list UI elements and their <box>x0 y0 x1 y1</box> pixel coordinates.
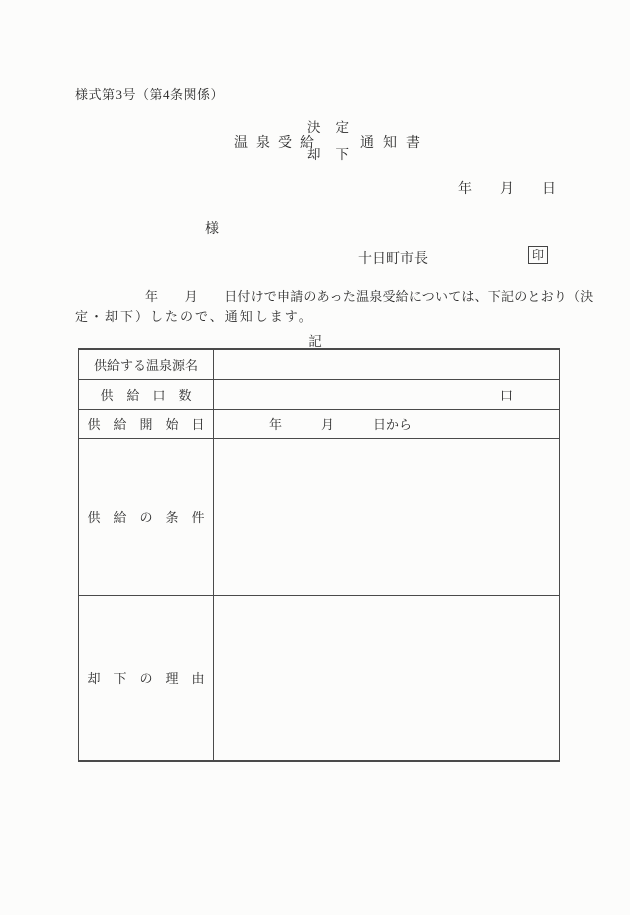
table-row-start-date <box>79 409 560 438</box>
document-title-prefix: 温泉受給 <box>234 136 322 151</box>
row-label-rejection-reason: 却 下 の 理 由 <box>79 595 214 761</box>
issuer-name: 十日町市長 <box>358 252 428 267</box>
table-row-rejection-reason <box>79 595 560 761</box>
form-number: 様式第3号（第4条関係） <box>75 87 225 102</box>
row-label-supply-count: 供 給 口 数 <box>79 379 214 409</box>
row-value-source-name <box>214 349 560 379</box>
body-line-1: 年 月 日付けで申請のあった温泉受給については、下記のとおり（決 <box>145 289 594 304</box>
supply-count-unit: 口 <box>499 387 513 403</box>
addressee-suffix: 様 <box>205 222 219 237</box>
row-label-supply-conditions: 供 給 の 条 件 <box>79 438 214 595</box>
issue-date-line: 年 月 日 <box>458 182 556 197</box>
table-row-supply-conditions <box>79 438 560 595</box>
document-title-options <box>307 114 364 168</box>
form-table <box>78 348 560 762</box>
row-label-start-date: 供 給 開 始 日 <box>79 409 214 438</box>
table-row-source-name <box>79 349 560 379</box>
start-date-value: 年 月 日から <box>269 417 413 432</box>
title-option-reject: 却下 <box>307 147 364 162</box>
row-value-start-date <box>214 409 560 438</box>
row-value-supply-conditions <box>214 438 560 595</box>
row-label-source-name: 供給する温泉源名 <box>79 349 214 379</box>
body-line-2: 定・却下）したので、通知します。 <box>75 309 314 324</box>
table-row-supply-count <box>79 379 560 409</box>
body-paragraph <box>75 287 593 327</box>
record-heading: 記 <box>308 334 322 349</box>
document-title-suffix: 通知書 <box>360 136 429 151</box>
seal-mark: 印 <box>528 246 548 264</box>
row-value-rejection-reason <box>214 595 560 761</box>
title-option-approve: 決定 <box>307 120 364 135</box>
row-value-supply-count <box>214 379 560 409</box>
